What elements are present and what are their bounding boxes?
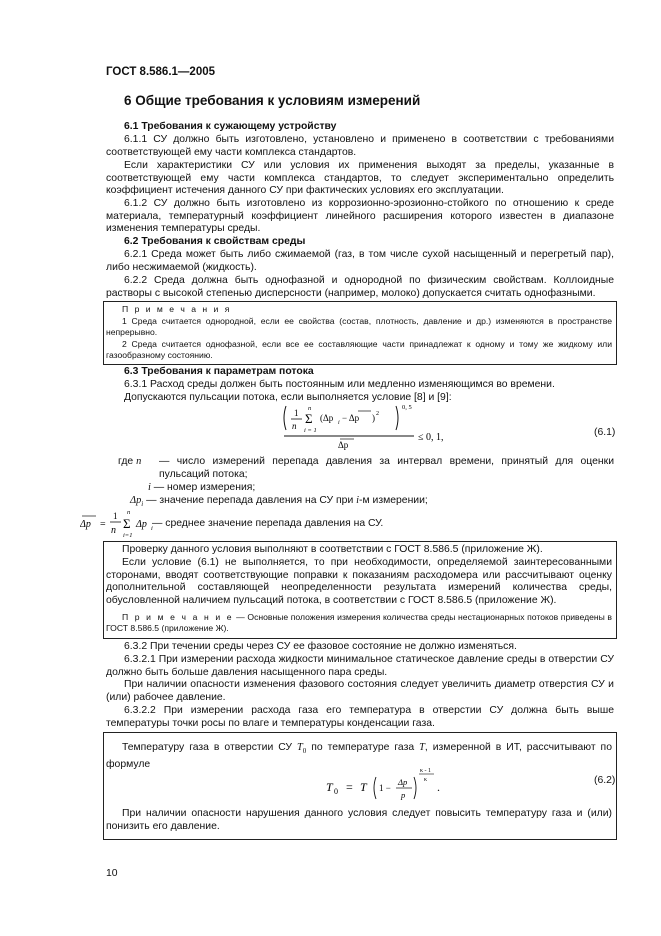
def-dp-text: — значение перепада давления на СУ при xyxy=(146,495,354,506)
eq2-p: p xyxy=(401,790,406,800)
eq1-exponent: 0, 5 xyxy=(402,404,412,411)
subsection-6-1-title: 6.1 Требования к сужающему устройству xyxy=(124,121,337,132)
box-gas-temperature xyxy=(103,732,617,840)
subsection-6-2-title: 6.2 Требования к свойствам среды xyxy=(124,236,306,247)
eq2-one-minus: 1 − xyxy=(379,783,391,793)
eq2-dp: Δp xyxy=(398,777,408,787)
box2-text-a: Температуру газа в отверстии СУ xyxy=(122,742,292,753)
note-1: 1 Среда считается однородной, если ее свойства (состав, плотность, давление и др.) изменяются в пространстве непрерывно. xyxy=(106,316,612,338)
box2-T0: T xyxy=(296,742,303,753)
mean-term: Δp xyxy=(136,519,147,530)
eq1-square: 2 xyxy=(376,411,379,417)
page-number: 10 xyxy=(106,868,118,879)
eq1-term-close: ) xyxy=(372,413,375,423)
paragraph-6-3-2: 6.3.2 При течении среды через СУ ее фазовое состояние не должно изменяться. xyxy=(124,641,517,652)
def-dp-sub: i xyxy=(141,500,144,509)
mean-sum-top: n xyxy=(127,509,131,516)
def-i-symbol: i xyxy=(148,482,151,493)
eq2-eq: = xyxy=(346,780,353,794)
definition-n-text: — число измерений перепада давления за интервал времени, принятый для оценки пульсаций потока; xyxy=(159,456,614,480)
paragraph-6-3-2-1-cont: При наличии опасности изменения фазового состояния следует увеличить диаметр отверстия СУ и (или) рабочее давление. xyxy=(106,679,614,703)
eq2-lhs: T xyxy=(326,780,333,794)
mean-lhs: Δp xyxy=(80,519,91,530)
eq1-sum-sign: Σ xyxy=(305,411,313,426)
def-dp-i: i xyxy=(356,495,360,506)
eq1-sum-bottom: i = 1 xyxy=(304,427,317,434)
subsection-6-3-title: 6.3 Требования к параметрам потока xyxy=(124,366,314,377)
eq2-exp-den: κ xyxy=(424,777,428,783)
box2-paragraph-2: При наличии опасности нарушения данного условия следует повысить температуру газа и (или) понизить его давление. xyxy=(106,808,612,832)
eq2-exp-num: κ - 1 xyxy=(420,768,432,774)
box1-paragraph-1: Проверку данного условия выполняют в соответствии с ГОСТ 8.586.5 (приложение Ж). xyxy=(122,544,543,555)
box2-text-c: , измеренной в ИТ, рассчитывают по формуле xyxy=(106,742,612,771)
equation-6-1-number: (6.1) xyxy=(594,427,616,438)
eq2-rhs-T: T xyxy=(360,780,367,794)
box1-paragraph-2: Если условие (6.1) не выполняется, то при необходимости, определяемой заинтересованными сторонами, вводят соответствующие поправки к показаниям расходомера или рассчитывают оценку дополнительной составляющей неопределенности результата измерений количества среды, обусловленной наличием пульсаций потока, в соответствии с ГОСТ 8.586.5 (приложение Ж). xyxy=(106,557,612,606)
paragraph-6-3-2-2: 6.3.2.2 При измерении расхода газа его температура в отверстии СУ должна быть выше температуры точки росы по влаге и температуры конденсации газа. xyxy=(106,705,614,729)
box2-T: T xyxy=(419,742,425,753)
document-header: ГОСТ 8.586.1—2005 xyxy=(106,66,216,78)
eq1-frac-num: 1 xyxy=(294,408,299,418)
box1-note-text: — Основные положения измерения количества среды нестационарных потоков приведены в ГОСТ 8.586.5 (приложение Ж). xyxy=(106,612,612,634)
definition-i xyxy=(148,482,255,493)
mean-eq: = xyxy=(100,519,106,530)
eq1-frac-den: n xyxy=(292,421,297,431)
mean-num: 1 xyxy=(113,511,118,521)
eq2-lhs-sub: 0 xyxy=(334,787,338,796)
eq1-rhs: ≤ 0, 1, xyxy=(418,432,444,443)
paragraph-6-3-1: 6.3.1 Расход среды должен быть постоянным или медленно изменяющимся во времени. xyxy=(124,379,555,390)
paragraph-6-2-2: 6.2.2 Среда должна быть однофазной и однородной по физическим свойствам. Коллоидные растворы с высокой степенью дисперсности (например, молоко) допускается считать однофазными. xyxy=(106,275,614,299)
def-n-symbol: n xyxy=(136,456,142,467)
mean-term-sub: i xyxy=(151,525,153,532)
def-dp-symbol: Δp xyxy=(130,495,142,506)
eq2-period: . xyxy=(437,780,440,794)
mean-text: — среднее значение перепада давления на СУ. xyxy=(152,518,384,529)
mean-den: n xyxy=(111,525,116,536)
notes-box xyxy=(103,301,617,365)
section-title: 6 Общие требования к условиям измерений xyxy=(124,93,421,108)
box1-note-label: П р и м е ч а н и е xyxy=(122,612,234,622)
box2-T0-sub: 0 xyxy=(302,747,307,756)
paragraph-6-2-1: 6.2.1 Среда может быть либо сжимаемой (газ, в том числе сухой насыщенный и перегретый пар), либо несжимаемой (жидкость). xyxy=(106,249,614,273)
paragraph-6-1-1: 6.1.1 СУ должно быть изготовлено, установлено и применено в соответствии с требованиями соответствующей ему части комплекса стандартов. xyxy=(106,134,614,158)
mean-sum-sign: Σ xyxy=(123,516,131,531)
paragraph-6-1-2: 6.1.2 СУ должно быть изготовлено из коррозионно-эрозионно-стойкого по отношению к среде материала, температурный коэффициент линейного расширения которого известен в диапазоне изменения температуры среды. xyxy=(106,198,614,235)
box-pulsation-check xyxy=(103,541,617,639)
equation-6-1 xyxy=(280,402,450,452)
eq1-term: (Δp xyxy=(320,413,334,423)
paragraph-6-3-2-1: 6.3.2.1 При измерении расхода жидкости минимальное статическое давление среды в отверстии СУ должно быть больше давления насыщенного пара среды. xyxy=(106,654,614,678)
definition-dp xyxy=(130,495,428,508)
eq1-denominator: Δp xyxy=(338,440,349,450)
paragraph-6-3-1-cont: Допускаются пульсации потока, если выполняется условие [8] и [9]: xyxy=(124,392,452,403)
eq1-term-sub: i xyxy=(338,420,340,426)
notes-label: П р и м е ч а н и я xyxy=(122,304,232,314)
paragraph-6-1-1-cont: Если характеристики СУ или условия их применения выходят за пределы, указанные в соответствующей ему части комплекса стандартов, то следует экспериментально определить коэффициент истечения данного СУ при фактических условиях его эксплуатации. xyxy=(106,160,614,197)
eq1-sum-top: n xyxy=(308,405,312,412)
def-dp-end: -м измерении; xyxy=(359,495,428,506)
box2-text-b: по температуре газа xyxy=(311,742,415,753)
box1-note xyxy=(106,612,612,634)
where-word: где xyxy=(118,456,134,467)
equation-6-2 xyxy=(326,763,466,807)
eq1-term-minus: − Δp xyxy=(342,413,360,423)
def-i-text: — номер измерения; xyxy=(153,482,256,493)
equation-6-2-number: (6.2) xyxy=(594,775,616,786)
note-2: 2 Среда считается однофазной, если все ее составляющие части принадлежат к одному и тому же жидкому или газообразному состоянию. xyxy=(106,339,612,361)
mean-sum-bottom: i=1 xyxy=(123,532,133,539)
